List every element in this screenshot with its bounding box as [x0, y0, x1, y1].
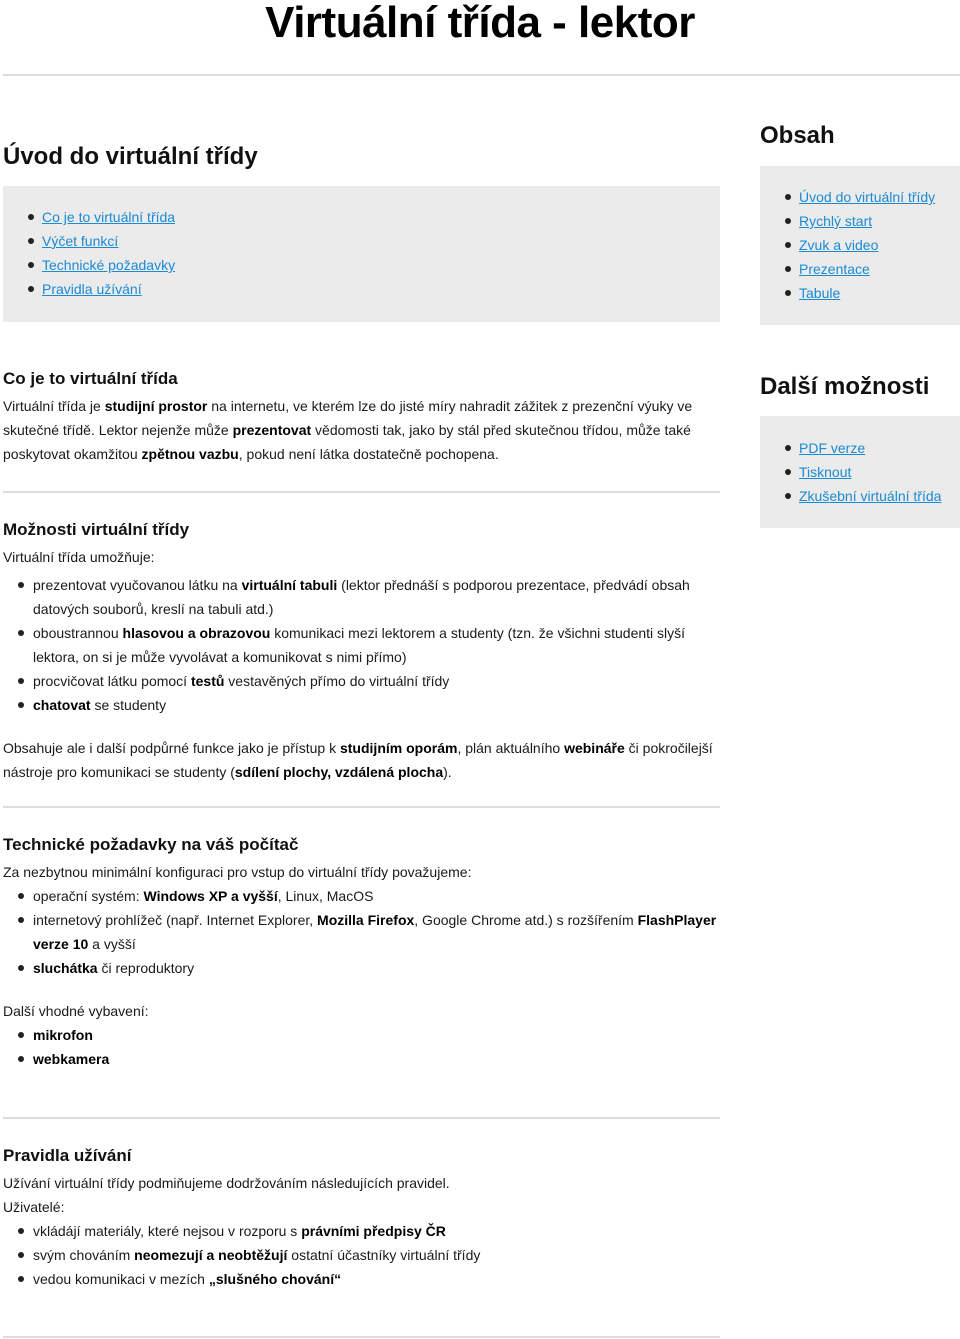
- list-item: [760, 281, 960, 305]
- section-rules: [3, 1145, 720, 1291]
- list-item: [760, 460, 960, 484]
- toc-link-intro[interactable]: Úvod do virtuální třídy: [799, 189, 936, 205]
- list-item: vedou komunikaci v mezích „slušného chování“: [3, 1267, 720, 1291]
- section-paragraph: Virtuální třída je studijní prostor na internetu, ve kterém lze do jisté míry nahradit zážitek z prezenční výuky ve skutečné třídě. Lektor nejenže může prezentovat vědomosti tak, jako by stál před skutečnou třídou, může také poskytovat okamžitou zpětnou vazbu, pokud není látka dostatečně pochopena.: [3, 398, 693, 462]
- section-heading: Technické požadavky na váš počítač: [3, 835, 299, 854]
- more-box: [760, 416, 960, 528]
- list-item: [760, 233, 960, 257]
- section-heading: Pravidla užívání: [3, 1146, 132, 1165]
- section-divider: [3, 806, 720, 808]
- section-divider: [3, 1117, 720, 1119]
- toc-link-presentation[interactable]: Prezentace: [799, 261, 870, 277]
- pdf-link[interactable]: PDF verze: [799, 440, 866, 456]
- section-divider: [3, 491, 720, 493]
- section-what-is: [3, 368, 720, 466]
- section-lead: Další vhodné vybavení:: [3, 1003, 149, 1019]
- list-item: svým chováním neomezují a neobtěžují ostatní účastníky virtuální třídy: [3, 1243, 720, 1267]
- list-item: [3, 277, 720, 301]
- more-heading: Další možnosti: [760, 373, 930, 400]
- list-item: procvičovat látku pomocí testů vestavěných přímo do virtuální třídy: [3, 669, 720, 693]
- toc-link-audio-video[interactable]: Zvuk a video: [799, 237, 879, 253]
- list-item: webkamera: [3, 1047, 720, 1071]
- section-heading: Co je to virtuální třída: [3, 369, 178, 388]
- list-item: internetový prohlížeč (např. Internet Explorer, Mozilla Firefox, Google Chrome atd.) s rozšířením FlashPlayer verze 10 a vyšší: [3, 908, 720, 956]
- list-item: [3, 205, 720, 229]
- more-sidebar: [760, 372, 960, 528]
- link-what-is[interactable]: Co je to virtuální třída: [42, 209, 176, 225]
- print-link[interactable]: Tisknout: [799, 464, 852, 480]
- list-item: [760, 185, 960, 209]
- list-item: [760, 484, 960, 508]
- link-features[interactable]: Výčet funkcí: [42, 233, 119, 249]
- list-item: mikrofon: [3, 1023, 720, 1047]
- section-heading: Možnosti virtuální třídy: [3, 520, 190, 539]
- section-lead: Uživatelé:: [3, 1199, 65, 1215]
- list-item: operační systém: Windows XP a vyšší, Linux, MacOS: [3, 884, 720, 908]
- title-divider: [3, 74, 960, 76]
- list-item: prezentovat vyučovanou látku na virtuální tabuli (lektor přednáší s podporou prezentace, předvádí obsah datových souborů, kreslí na tabuli atd.): [3, 573, 720, 621]
- list-item: oboustrannou hlasovou a obrazovou komunikaci mezi lektorem a studenty (tzn. že všichni studenti slyší lektora, on si je může vyvolávat a komunikovat s nimi přímo): [3, 621, 720, 669]
- page-title: Virtuální třída - lektor: [265, 0, 695, 47]
- intro-link-box: [3, 186, 720, 322]
- list-item: [760, 257, 960, 281]
- intro-section: [3, 142, 720, 322]
- section-lead: Virtuální třída umožňuje:: [3, 549, 155, 565]
- toc-box: [760, 166, 960, 325]
- section-tech: [3, 834, 720, 1071]
- toc-link-quickstart[interactable]: Rychlý start: [799, 213, 873, 229]
- link-rules[interactable]: Pravidla užívání: [42, 281, 142, 297]
- list-item: [3, 253, 720, 277]
- toc-heading: Obsah: [760, 122, 835, 149]
- list-item: chatovat se studenty: [3, 693, 720, 717]
- section-paragraph: Obsahuje ale i další podpůrné funkce jako je přístup k studijním oporám, plán aktuálního webináře či pokročilejší nástroje pro komunikaci se studenty (sdílení plochy, vzdálená plocha).: [3, 740, 713, 780]
- list-item: sluchátka či reproduktory: [3, 956, 720, 980]
- list-item: [760, 436, 960, 460]
- toc-link-whiteboard[interactable]: Tabule: [799, 285, 841, 301]
- list-item: [760, 209, 960, 233]
- section-divider: [3, 1336, 720, 1338]
- list-item: [3, 229, 720, 253]
- list-item: vkládájí materiály, které nejsou v rozporu s právními předpisy ČR: [3, 1219, 720, 1243]
- section-features: [3, 519, 720, 784]
- trial-class-link[interactable]: Zkušební virtuální třída: [799, 488, 942, 504]
- link-tech[interactable]: Technické požadavky: [42, 257, 176, 273]
- section-lead: Za nezbytnou minimální konfiguraci pro vstup do virtuální třídy považujeme:: [3, 864, 472, 880]
- intro-heading: Úvod do virtuální třídy: [3, 143, 258, 170]
- section-paragraph: Užívání virtuální třídy podmiňujeme dodržováním následujících pravidel.: [3, 1175, 450, 1191]
- toc-sidebar: [760, 121, 960, 325]
